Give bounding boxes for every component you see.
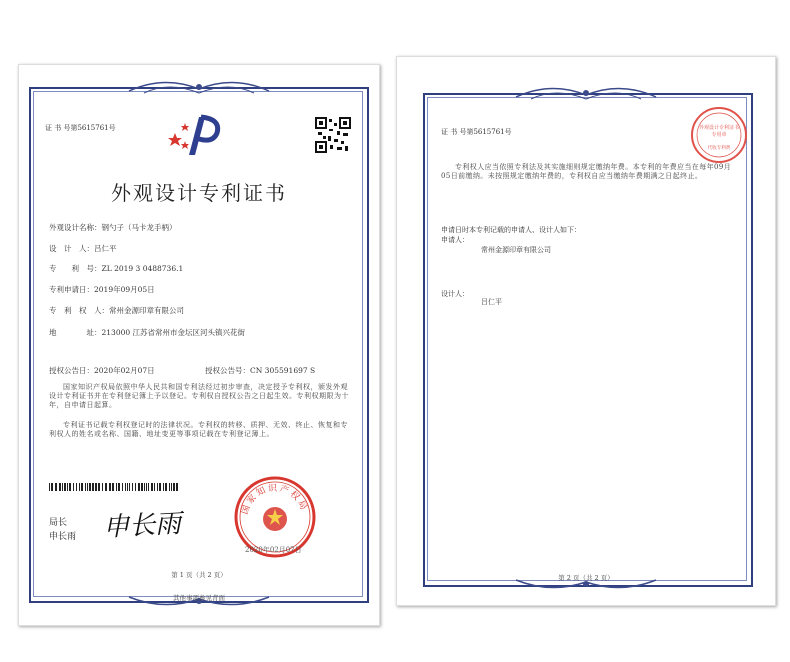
- certificate-page-2: [396, 56, 776, 606]
- top-ornament-icon: [511, 81, 661, 105]
- stamp-text: 外观设计专利证书专用章: [699, 125, 740, 138]
- qr-code-icon: [315, 117, 351, 153]
- field-row: [49, 243, 117, 254]
- certificate-title: 外观设计专利证书: [111, 181, 287, 205]
- cnipa-logo-icon: [165, 111, 221, 159]
- fee-paragraph: 专利权人应当依照专利法及其实施细则规定缴纳年费。本专利的年费应当在每年09月05日前缴纳。未按照规定缴纳年费的，专利权自应当缴纳年费期满之日起终止。: [441, 163, 732, 180]
- seal-text: 国家知识产权局: [240, 483, 310, 516]
- applicant-label: 申请人：: [441, 236, 469, 244]
- grant-number-label: 授权公告号：: [205, 366, 250, 375]
- certificate-number: 证 书 号第5615761号: [441, 128, 512, 136]
- certificate-number: 证 书 号第5615761号: [45, 124, 116, 132]
- fee-stamp: [689, 105, 749, 165]
- field-value: 吕仁平: [94, 244, 117, 253]
- field-row: [49, 327, 245, 338]
- field-row: [49, 305, 184, 316]
- field-row: [49, 284, 155, 295]
- field-value: 钢勺子（马卡龙手柄）: [101, 223, 177, 232]
- top-ornament-icon: [124, 75, 274, 99]
- grant-date-label: 授权公告日：: [49, 366, 94, 375]
- field-value: ZL 2019 3 0488736.1: [101, 264, 184, 273]
- designer-label: 设计人：: [441, 290, 469, 298]
- field-value: 213000 江苏省常州市金坛区河头镇兴花街: [101, 328, 246, 337]
- field-label: 专 利 权 人：: [49, 306, 109, 315]
- statement-paragraph-2: 专利证书记载专利权登记时的法律状况。专利权的转移、质押、无效、终止、恢复和专利权人的姓名或名称、国籍、地址变更等事项记载在专利登记簿上。: [49, 421, 348, 438]
- field-value: 常州金源印章有限公司: [109, 306, 184, 315]
- director-label: 局长: [49, 518, 68, 528]
- certificate-page-1: [18, 64, 380, 626]
- applicant-value: 常州金源印章有限公司: [481, 246, 551, 254]
- field-label: 设 计 人：: [49, 244, 94, 253]
- applicant-intro: 申请日时本专利记载的申请人、设计人如下：: [441, 226, 581, 234]
- grant-number-row: [205, 365, 315, 376]
- page-footer-2: 第 2 页（共 2 页）: [558, 574, 614, 582]
- grant-date-value: 2020年02月07日: [94, 366, 155, 375]
- designer-value: 吕仁平: [481, 298, 502, 306]
- statement-paragraph-1: 国家知识产权局依照中华人民共和国专利法经过初步审查，决定授予专利权，颁发外观设计专利证书并在专利登记簿上予以登记。专利权自授权公告之日起生效。专利权期限为十年，自申请日起算。: [49, 383, 349, 409]
- director-name-label: 申长雨: [49, 532, 77, 542]
- page-footer-1: 第 1 页（共 2 页）: [171, 571, 227, 579]
- field-row: [49, 263, 183, 274]
- field-label: 专 利 号：: [49, 264, 102, 273]
- barcode-icon: [49, 483, 179, 491]
- director-signature: 申长雨: [102, 508, 182, 544]
- stamp-subtext: 代收专利费: [707, 146, 731, 151]
- seal-date: 2020年02月07日: [245, 546, 302, 554]
- field-label: 地 址：: [49, 328, 102, 337]
- field-label: 外观设计名称：: [49, 223, 102, 232]
- field-row: [49, 222, 177, 233]
- bottom-note: 其他事项参见背面: [173, 594, 225, 602]
- field-value: 2019年09月05日: [94, 285, 155, 294]
- grant-date-row: [49, 365, 155, 376]
- field-label: 专利申请日：: [49, 285, 94, 294]
- grant-number-value: CN 305591697 S: [250, 366, 316, 375]
